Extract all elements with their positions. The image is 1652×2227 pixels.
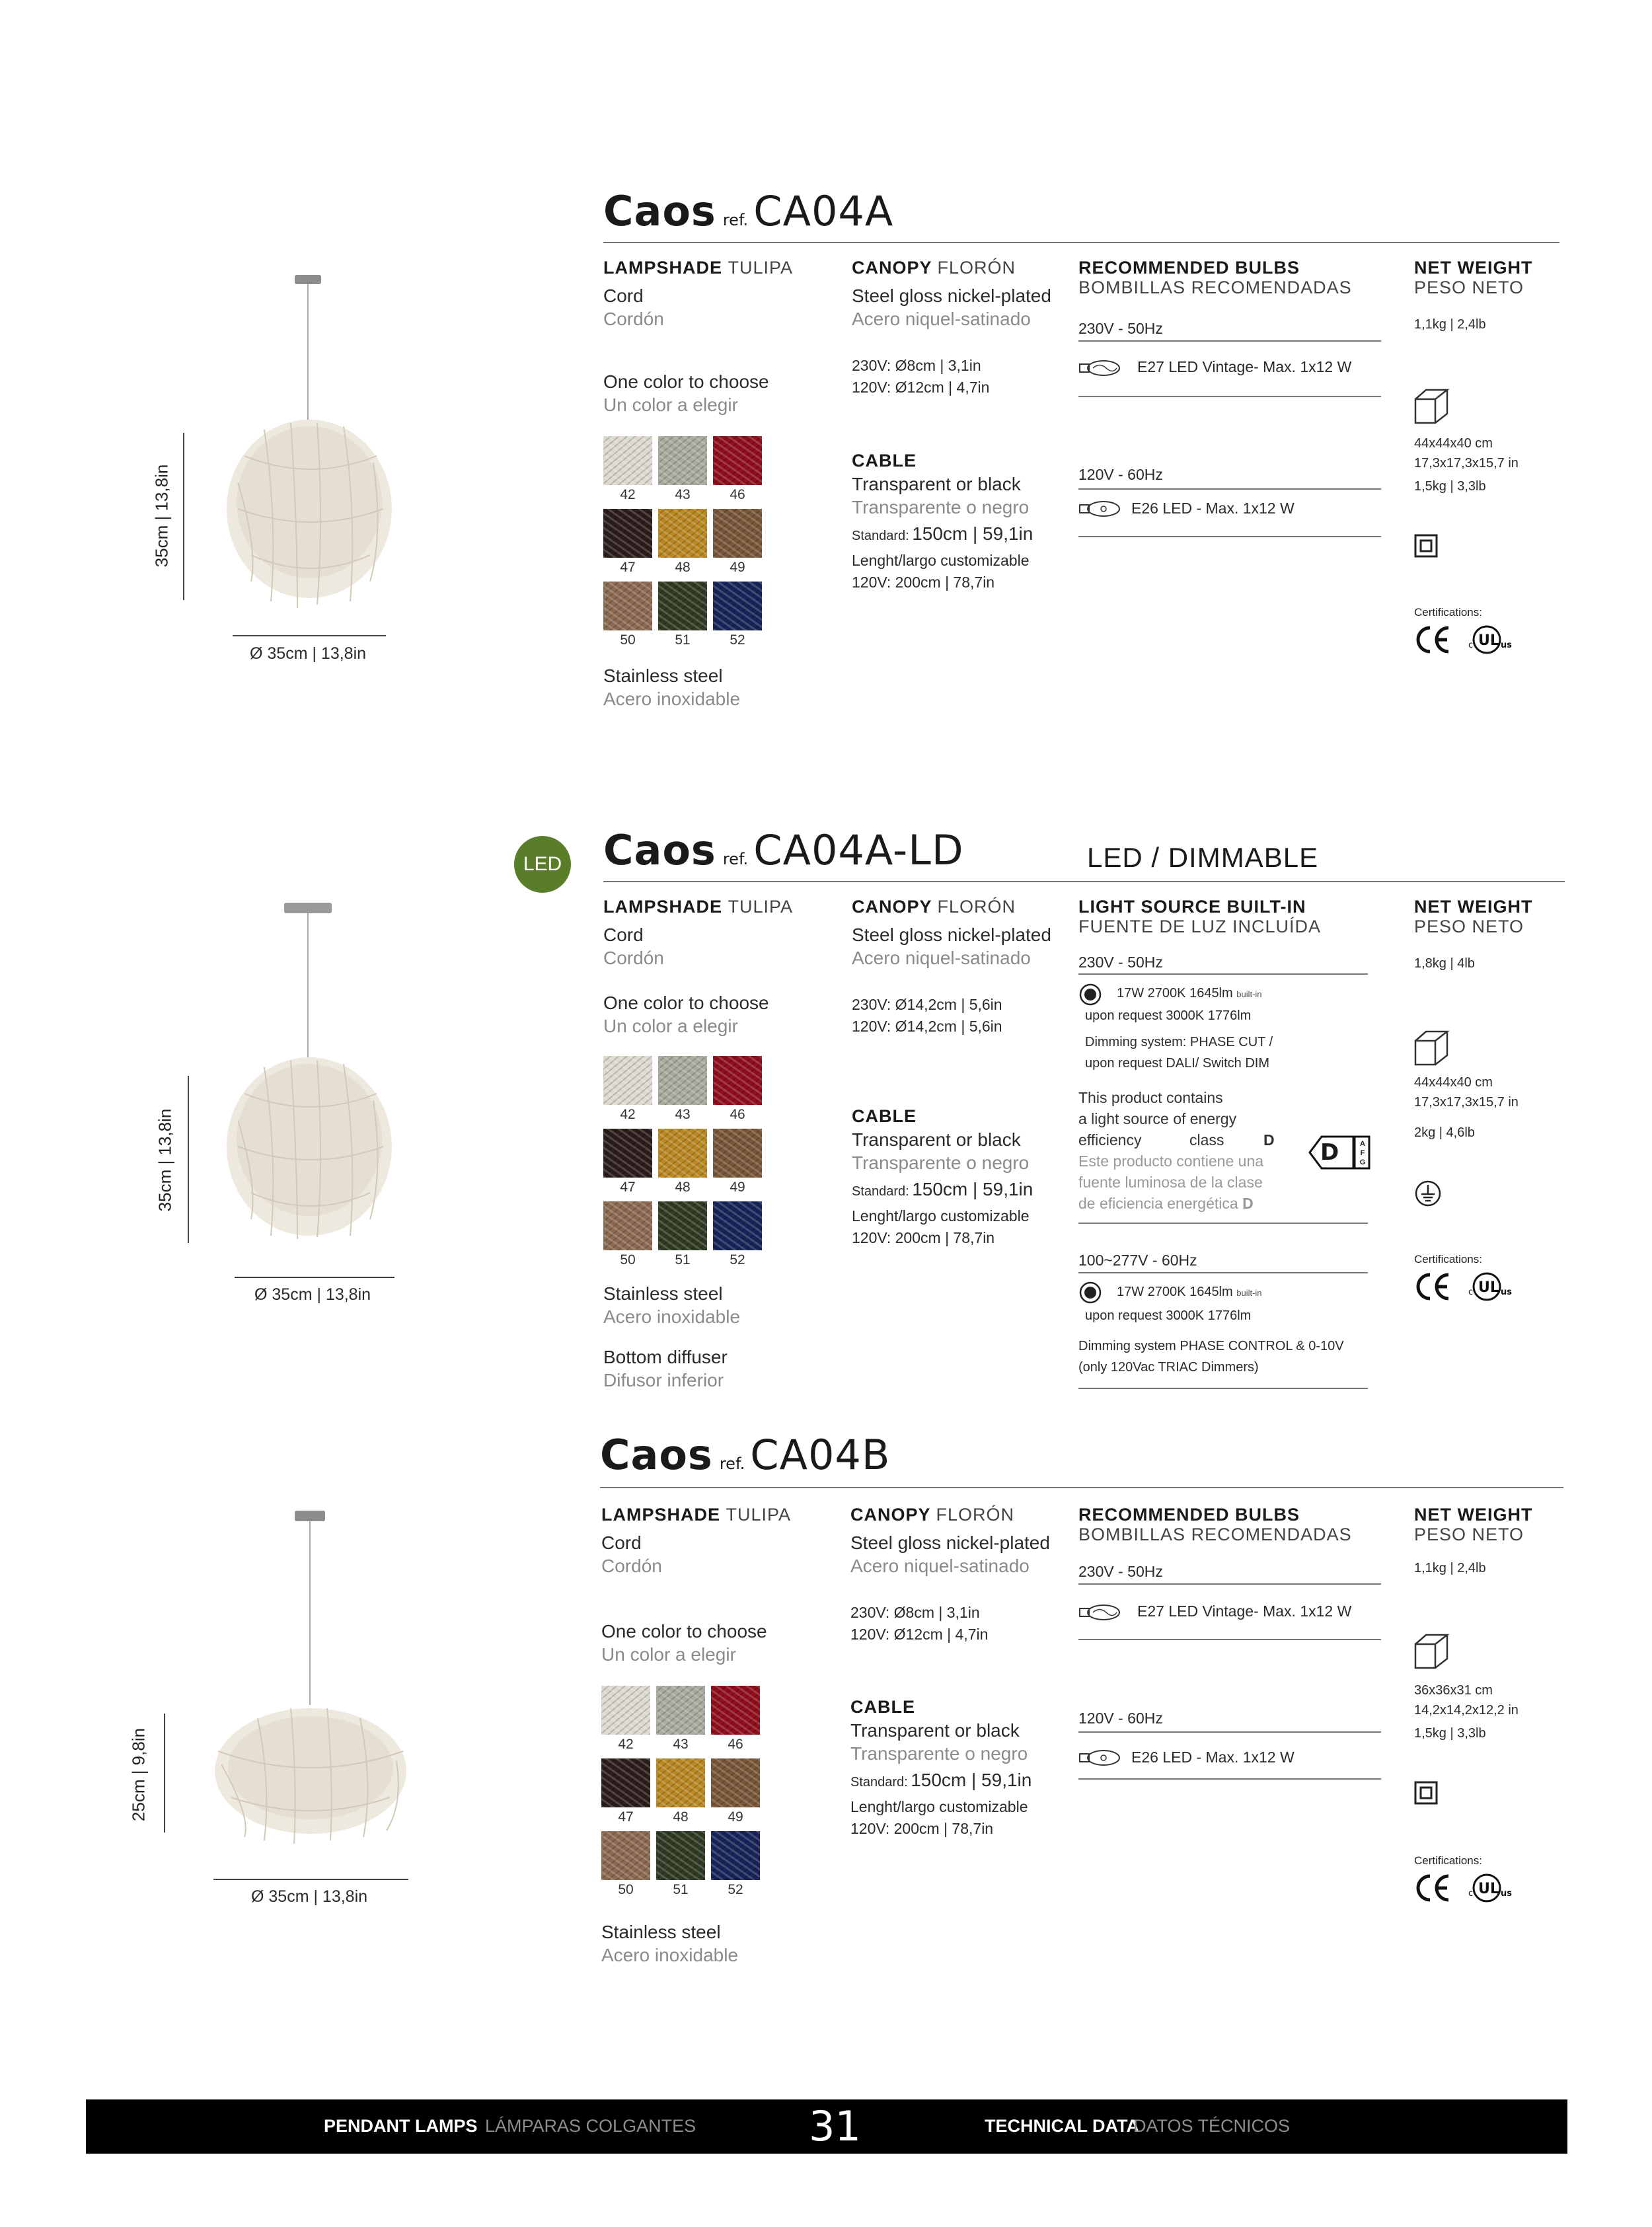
product-subtitle: LED / DIMMABLE	[1087, 842, 1319, 873]
color-swatch-label: 47	[620, 560, 636, 575]
color-swatch-51	[658, 582, 707, 630]
canopy-finish: Steel gloss nickel-plated	[852, 285, 1051, 306]
bulbs-heading-es: BOMBILLAS RECOMENDADAS	[1078, 278, 1352, 297]
bulb-rule	[1078, 1583, 1381, 1585]
product-title	[600, 1431, 890, 1479]
color-swatch-42	[603, 1056, 652, 1105]
color-swatch-label: 43	[675, 1107, 691, 1122]
color-swatch-label: 51	[675, 1252, 691, 1267]
footer-section-right-es: DATOS TÉCNICOS	[1133, 2116, 1291, 2136]
class-ii-icon	[1414, 534, 1438, 558]
svg-text:us: us	[1501, 1287, 1512, 1297]
cable-120v-length: 120V: 200cm | 78,7in	[852, 574, 995, 591]
canopy-finish-es: Acero niquel-satinado	[850, 1556, 1030, 1576]
canopy-dimension-230v: 230V: Ø14,2cm | 5,6in	[852, 996, 1002, 1013]
title-rule	[600, 1487, 1563, 1488]
canopy-finish-es: Acero niquel-satinado	[852, 948, 1031, 968]
voltage-120v: 120V - 60Hz	[1078, 466, 1163, 483]
product-name: Caos	[600, 1431, 713, 1479]
canopy-heading: CANOPY FLORÓN	[852, 258, 1016, 278]
led-spec-120v: 17W 2700K 1645lm built-in	[1117, 1285, 1262, 1299]
led-module-icon	[1078, 983, 1102, 1006]
canopy-dimension-230v: 230V: Ø8cm | 3,1in	[852, 357, 981, 374]
ce-ul-certification-icon	[1413, 623, 1525, 657]
led-spec-230v: 17W 2700K 1645lm built-in	[1117, 986, 1262, 1000]
bulb-rule	[1078, 340, 1381, 342]
voltage-120v: 120V - 60Hz	[1078, 1710, 1163, 1727]
certifications-label: Certifications:	[1414, 606, 1482, 619]
light-rule	[1078, 1223, 1368, 1224]
earth-ground-icon	[1414, 1180, 1442, 1207]
color-swatch-label: 42	[618, 1737, 634, 1752]
color-swatch-47	[601, 1758, 650, 1807]
svg-text:UL: UL	[1478, 1881, 1499, 1897]
color-swatch-label: 43	[675, 487, 691, 502]
color-swatch-52	[711, 1831, 760, 1880]
box-dimensions-in: 17,3x17,3x15,7 in	[1414, 456, 1519, 471]
color-swatch-label: 43	[673, 1737, 689, 1752]
bulb-rule	[1078, 488, 1381, 490]
color-swatch-49	[713, 1129, 762, 1178]
color-swatch-52	[713, 582, 762, 630]
color-swatch-label: 52	[730, 632, 745, 648]
gross-weight: 1,5kg | 3,3lb	[1414, 479, 1486, 494]
bulbs-heading: RECOMMENDED BULBS	[1078, 258, 1300, 278]
energy-label	[1307, 1134, 1373, 1171]
color-swatch-46	[713, 1056, 762, 1105]
color-note: One color to choose	[601, 1621, 767, 1642]
lampshade-finish-es: Acero inoxidable	[603, 689, 741, 709]
svg-text:us: us	[1501, 640, 1512, 650]
led-badge: LED	[514, 836, 571, 893]
lamp-illustration	[218, 271, 410, 615]
color-note-es: Un color a elegir	[603, 395, 738, 415]
color-swatch-46	[711, 1686, 760, 1735]
color-swatch-label: 51	[673, 1882, 689, 1897]
color-swatch-label: 48	[675, 1180, 691, 1195]
color-swatch-label: 48	[673, 1809, 689, 1825]
lampshade-heading: LAMPSHADE TULIPA	[601, 1505, 792, 1525]
class-ii-icon	[1414, 1781, 1438, 1805]
box-dimensions-cm: 36x36x31 cm	[1414, 1683, 1493, 1698]
canopy-dimension-120v: 120V: Ø12cm | 4,7in	[852, 379, 990, 396]
canopy-heading: CANOPY FLORÓN	[852, 897, 1016, 917]
color-swatch-label: 46	[728, 1737, 743, 1752]
dimming-system-120v: Dimming system PHASE CONTROL & 0-10V	[1078, 1339, 1344, 1353]
box-dimensions-cm: 44x44x40 cm	[1414, 1075, 1493, 1090]
ref-code: CA04A	[753, 187, 894, 235]
bulb-rule	[1078, 1731, 1381, 1733]
color-swatch-label: 50	[620, 632, 636, 648]
weight-heading: NET WEIGHT	[1414, 897, 1533, 917]
net-weight: 1,1kg | 2,4lb	[1414, 1561, 1486, 1575]
cable-color: Transparent or black	[850, 1720, 1020, 1741]
color-swatch-label: 47	[620, 1180, 636, 1195]
box-icon	[1413, 387, 1450, 426]
vintage-bulb-icon	[1078, 1603, 1121, 1622]
lampshade-material-es: Cordón	[603, 309, 664, 329]
cable-heading: CABLE	[852, 451, 917, 471]
energy-statement: This product contains a light source of energy efficiency class D Este producto contiene una fuente luminosa de la clase de eficiencia energética D	[1078, 1089, 1275, 1212]
ref-label: ref.	[722, 211, 749, 229]
title-rule	[603, 242, 1559, 243]
canopy-dimension-230v: 230V: Ø8cm | 3,1in	[850, 1604, 980, 1621]
canopy-finish: Steel gloss nickel-plated	[852, 925, 1051, 945]
height-dimension: 35cm | 13,8in	[155, 1108, 175, 1212]
color-swatch-47	[603, 509, 652, 558]
color-swatch-label: 49	[728, 1809, 743, 1825]
color-swatch-49	[713, 509, 762, 558]
dimming-options-230v: upon request DALI/ Switch DIM	[1085, 1056, 1270, 1071]
svg-text:UL: UL	[1478, 632, 1499, 649]
cable-heading: CABLE	[852, 1106, 917, 1126]
color-swatch-label: 42	[620, 1107, 636, 1122]
led-request-230v: upon request 3000K 1776lm	[1085, 1008, 1252, 1023]
color-swatch-42	[603, 436, 652, 485]
product-name: Caos	[603, 187, 716, 235]
lamp-illustration	[218, 899, 410, 1242]
lampshade-finish: Stainless steel	[601, 1922, 721, 1942]
ref-code: CA04A-LD	[753, 826, 964, 874]
color-swatch-52	[713, 1201, 762, 1250]
dimming-system-230v: Dimming system: PHASE CUT /	[1085, 1035, 1273, 1049]
svg-text:c: c	[1468, 1889, 1474, 1899]
lampshade-heading: LAMPSHADE TULIPA	[603, 897, 794, 917]
lampshade-material: Cord	[603, 925, 644, 945]
bulb-e26: E26 LED - Max. 1x12 W	[1131, 500, 1295, 517]
cable-color: Transparent or black	[852, 1129, 1021, 1150]
color-note-es: Un color a elegir	[601, 1644, 736, 1665]
energy-label-class: D	[1320, 1139, 1339, 1166]
color-swatch-43	[656, 1686, 705, 1735]
cable-standard-length: Standard: 150cm | 59,1in	[852, 1179, 1033, 1199]
footer-section-right: TECHNICAL DATA	[985, 2116, 1139, 2136]
lamp-illustration	[198, 1507, 423, 1850]
cable-color-es: Transparente o negro	[852, 1152, 1030, 1173]
bulb-rule	[1078, 1778, 1381, 1780]
cable-standard-length: Standard: 150cm | 59,1in	[852, 523, 1033, 544]
color-swatch-48	[658, 1129, 707, 1178]
color-note: One color to choose	[603, 993, 769, 1013]
weight-heading-es: PESO NETO	[1414, 1525, 1524, 1544]
certifications-label: Certifications:	[1414, 1253, 1482, 1265]
lampshade-finish-es: Acero inoxidable	[603, 1306, 741, 1327]
cable-heading: CABLE	[850, 1697, 915, 1717]
bulb-e27: E27 LED Vintage- Max. 1x12 W	[1137, 1603, 1352, 1620]
color-swatch-47	[603, 1129, 652, 1178]
lampshade-material: Cord	[603, 285, 644, 306]
canopy-heading: CANOPY FLORÓN	[850, 1505, 1015, 1525]
light-source-heading-es: FUENTE DE LUZ INCLUÍDA	[1078, 917, 1322, 936]
diameter-dimension: Ø 35cm | 13,8in	[250, 644, 367, 663]
vintage-bulb-icon	[1078, 358, 1121, 378]
voltage-230v: 230V - 50Hz	[1078, 1563, 1163, 1580]
lampshade-finish: Stainless steel	[603, 665, 723, 686]
weight-heading-es: PESO NETO	[1414, 917, 1524, 936]
bulb-e26: E26 LED - Max. 1x12 W	[1131, 1749, 1295, 1766]
ref-label: ref.	[719, 1454, 745, 1473]
cable-customizable: Lenght/largo customizable	[852, 552, 1030, 569]
light-rule	[1078, 1388, 1368, 1389]
cable-120v-length: 120V: 200cm | 78,7in	[852, 1229, 995, 1246]
color-note: One color to choose	[603, 371, 769, 392]
diameter-dimension: Ø 35cm | 13,8in	[251, 1887, 368, 1906]
voltage-230v: 230V - 50Hz	[1078, 320, 1163, 337]
light-source-heading: LIGHT SOURCE BUILT-IN	[1078, 897, 1306, 917]
gross-weight: 2kg | 4,6lb	[1414, 1125, 1475, 1140]
footer-section-left-es: LÁMPARAS COLGANTES	[485, 2116, 696, 2136]
certifications-label: Certifications:	[1414, 1854, 1482, 1867]
color-swatch-label: 42	[620, 487, 636, 502]
diameter-dimension-line	[213, 1879, 408, 1880]
color-swatch-50	[603, 1201, 652, 1250]
box-dimensions-in: 17,3x17,3x15,7 in	[1414, 1095, 1519, 1110]
color-swatch-label: 50	[620, 1252, 636, 1267]
color-swatch-43	[658, 1056, 707, 1105]
color-swatch-51	[658, 1201, 707, 1250]
lampshade-material-es: Cordón	[601, 1556, 662, 1576]
weight-heading-es: PESO NETO	[1414, 278, 1524, 297]
page-footer	[86, 2099, 1567, 2154]
svg-text:c: c	[1468, 640, 1474, 650]
svg-text:c: c	[1468, 1287, 1474, 1297]
color-swatch-label: 46	[730, 487, 745, 502]
color-swatch-label: 46	[730, 1107, 745, 1122]
height-dimension-line	[164, 1714, 165, 1832]
canopy-finish-es: Acero niquel-satinado	[852, 309, 1031, 329]
bottom-diffuser-es: Difusor inferior	[603, 1370, 724, 1390]
color-swatch-label: 50	[618, 1882, 634, 1897]
color-swatch-48	[656, 1758, 705, 1807]
cable-standard-length: Standard: 150cm | 59,1in	[850, 1770, 1032, 1790]
bottom-diffuser: Bottom diffuser	[603, 1347, 728, 1367]
canopy-finish: Steel gloss nickel-plated	[850, 1532, 1050, 1553]
cable-color: Transparent or black	[852, 474, 1021, 494]
page-number: 31	[809, 2102, 861, 2150]
product-title	[603, 826, 964, 874]
lampshade-finish-es: Acero inoxidable	[601, 1945, 739, 1965]
diameter-dimension-line	[233, 635, 386, 636]
ce-ul-certification-icon	[1413, 1871, 1525, 1905]
color-swatch-48	[658, 509, 707, 558]
ref-label: ref.	[722, 850, 749, 868]
color-swatch-51	[656, 1831, 705, 1880]
color-swatch-label: 49	[730, 560, 745, 575]
cable-color-es: Transparente o negro	[850, 1743, 1028, 1764]
color-swatch-46	[713, 436, 762, 485]
title-rule	[603, 881, 1565, 882]
bulb-icon	[1078, 499, 1121, 519]
lampshade-heading: LAMPSHADE TULIPA	[603, 258, 794, 278]
product-title	[603, 187, 893, 235]
voltage-100-277v: 100~277V - 60Hz	[1078, 1252, 1197, 1269]
diameter-dimension-line	[235, 1277, 394, 1278]
footer-section-left: PENDANT LAMPS	[324, 2116, 478, 2136]
color-swatch-label: 52	[728, 1882, 743, 1897]
bulb-icon	[1078, 1748, 1121, 1768]
voltage-230v: 230V - 50Hz	[1078, 954, 1163, 971]
height-dimension: 25cm | 9,8in	[128, 1727, 149, 1822]
color-swatch-50	[601, 1831, 650, 1880]
net-weight: 1,1kg | 2,4lb	[1414, 317, 1486, 332]
bulb-e27: E27 LED Vintage- Max. 1x12 W	[1137, 358, 1352, 375]
canopy-dimension-120v: 120V: Ø12cm | 4,7in	[850, 1626, 989, 1643]
color-swatch-label: 49	[730, 1180, 745, 1195]
box-dimensions-in: 14,2x14,2x12,2 in	[1414, 1703, 1519, 1717]
led-module-icon	[1078, 1281, 1102, 1304]
cable-customizable: Lenght/largo customizable	[850, 1798, 1028, 1815]
color-swatch-label: 52	[730, 1252, 745, 1267]
bulb-rule	[1078, 536, 1381, 537]
energy-scale: A F G	[1359, 1140, 1366, 1166]
box-icon	[1413, 1029, 1450, 1067]
svg-text:us: us	[1501, 1889, 1512, 1899]
color-swatch-50	[603, 582, 652, 630]
color-note-es: Un color a elegir	[603, 1016, 738, 1036]
height-dimension: 35cm | 13,8in	[151, 464, 172, 568]
lampshade-finish: Stainless steel	[603, 1283, 723, 1304]
color-swatch-label: 48	[675, 560, 691, 575]
cable-120v-length: 120V: 200cm | 78,7in	[850, 1820, 994, 1837]
net-weight: 1,8kg | 4lb	[1414, 956, 1475, 971]
product-name: Caos	[603, 826, 716, 874]
light-rule	[1078, 973, 1368, 975]
gross-weight: 1,5kg | 3,3lb	[1414, 1726, 1486, 1741]
lampshade-material-es: Cordón	[603, 948, 664, 968]
svg-text:UL: UL	[1478, 1279, 1499, 1296]
bulb-rule	[1078, 1639, 1381, 1640]
color-swatch-label: 51	[675, 632, 691, 648]
bulb-rule	[1078, 396, 1381, 397]
color-swatch-43	[658, 436, 707, 485]
bulbs-heading: RECOMMENDED BULBS	[1078, 1505, 1300, 1525]
lampshade-material: Cord	[601, 1532, 642, 1553]
led-request-120v: upon request 3000K 1776lm	[1085, 1308, 1252, 1323]
box-dimensions-cm: 44x44x40 cm	[1414, 436, 1493, 451]
color-swatch-49	[711, 1758, 760, 1807]
canopy-dimension-120v: 120V: Ø14,2cm | 5,6in	[852, 1018, 1002, 1035]
height-dimension-line	[183, 433, 184, 600]
cable-customizable: Lenght/largo customizable	[852, 1207, 1030, 1225]
ref-code: CA04B	[750, 1431, 891, 1479]
color-swatch-42	[601, 1686, 650, 1735]
dimming-note-120v: (only 120Vac TRIAC Dimmers)	[1078, 1360, 1259, 1375]
color-swatch-label: 47	[618, 1809, 634, 1825]
ce-ul-certification-icon	[1413, 1269, 1525, 1304]
diameter-dimension: Ø 35cm | 13,8in	[254, 1285, 371, 1304]
height-dimension-line	[188, 1076, 189, 1243]
weight-heading: NET WEIGHT	[1414, 1505, 1533, 1525]
weight-heading: NET WEIGHT	[1414, 258, 1533, 278]
cable-color-es: Transparente o negro	[852, 497, 1030, 517]
light-rule	[1078, 1272, 1368, 1273]
box-icon	[1413, 1632, 1450, 1671]
bulbs-heading-es: BOMBILLAS RECOMENDADAS	[1078, 1525, 1352, 1544]
